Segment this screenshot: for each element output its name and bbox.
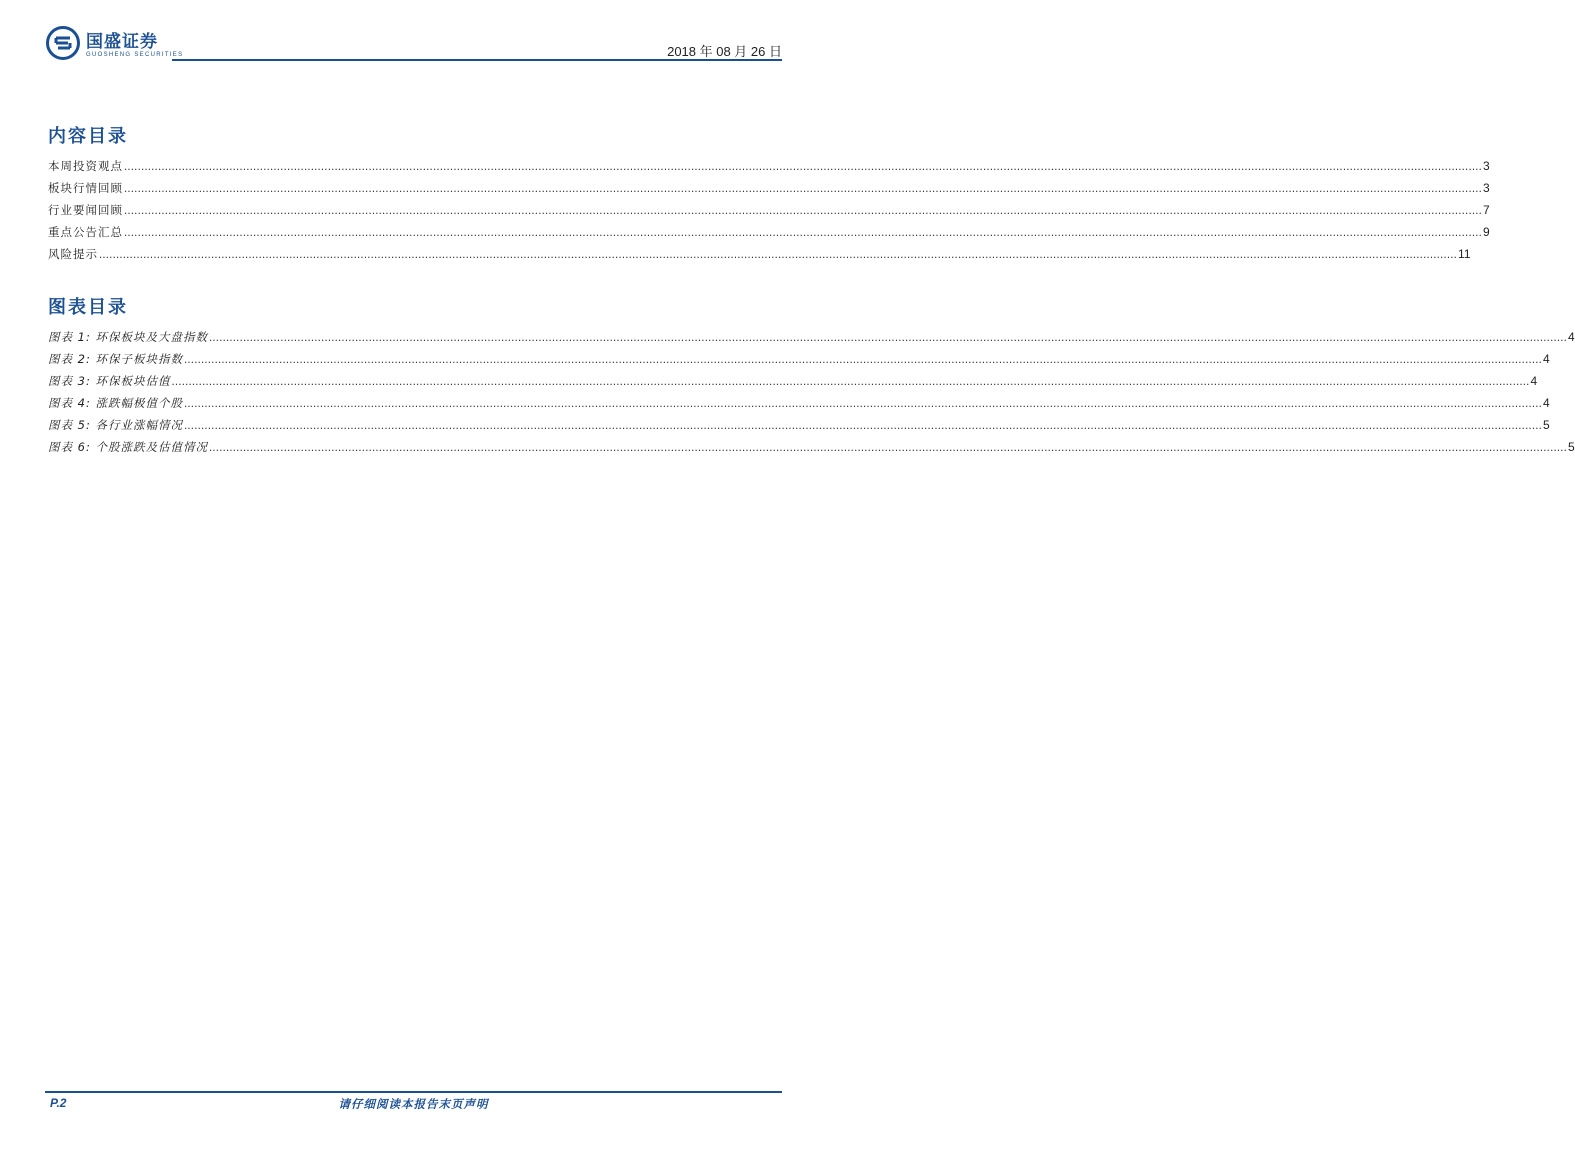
toc-entry-page: 3 bbox=[1483, 159, 1490, 173]
toc-entry-page: 3 bbox=[1483, 181, 1490, 195]
page-header bbox=[0, 0, 827, 70]
header-divider bbox=[172, 59, 782, 61]
toc-entry[interactable] bbox=[48, 158, 1490, 180]
figure-entry[interactable] bbox=[48, 439, 1575, 461]
toc-entry-label: 图表 1: 环保板块及大盘指数 bbox=[48, 330, 209, 344]
logo-icon bbox=[46, 26, 80, 60]
toc-entry-label: 图表 2: 环保子板块指数 bbox=[48, 352, 184, 366]
toc-entry-label: 重点公告汇总 bbox=[48, 225, 123, 239]
dot-leader: ................................................................................................................................................................................................................................................................................................................................................................................................................ bbox=[124, 161, 1483, 173]
toc-entry-page: 4 bbox=[1530, 374, 1538, 388]
dot-leader: ................................................................................................................................................................................................................................................................................................................................................................................................................ bbox=[209, 442, 1568, 454]
figure-entry[interactable] bbox=[48, 329, 1575, 351]
dot-leader: ................................................................................................................................................................................................................................................................................................................................................................................................................ bbox=[99, 249, 1458, 261]
dot-leader: ................................................................................................................................................................................................................................................................................................................................................................................................................ bbox=[209, 332, 1568, 344]
dot-leader: ................................................................................................................................................................................................................................................................................................................................................................................................................ bbox=[171, 376, 1530, 388]
toc-entry-label: 本周投资观点 bbox=[48, 159, 123, 173]
toc-entry-page: 9 bbox=[1483, 225, 1490, 239]
toc-entry-page: 4 bbox=[1543, 352, 1550, 366]
toc-entry-page: 7 bbox=[1483, 203, 1490, 217]
toc-entry[interactable] bbox=[48, 180, 1490, 202]
dot-leader: ................................................................................................................................................................................................................................................................................................................................................................................................................ bbox=[124, 227, 1483, 239]
toc-entry[interactable] bbox=[48, 224, 1490, 246]
figure-entry[interactable] bbox=[48, 351, 1550, 373]
contents-title: 内容目录 bbox=[48, 126, 128, 147]
figure-entry[interactable] bbox=[48, 373, 1538, 395]
logo-text: 国盛证券 bbox=[86, 32, 158, 52]
dot-leader: ................................................................................................................................................................................................................................................................................................................................................................................................................ bbox=[184, 420, 1543, 432]
toc-entry-label: 图表 5: 各行业涨幅情况 bbox=[48, 418, 184, 432]
logo-subtext: GUOSHENG SECURITIES bbox=[86, 52, 184, 58]
toc-entry-label: 图表 6: 个股涨跌及估值情况 bbox=[48, 440, 209, 454]
toc-entry-page: 4 bbox=[1543, 396, 1550, 410]
toc-entry[interactable] bbox=[48, 202, 1490, 224]
toc-entry-page: 5 bbox=[1543, 418, 1550, 432]
figure-entry[interactable] bbox=[48, 417, 1550, 439]
contents-list bbox=[48, 158, 1490, 268]
figures-list bbox=[48, 329, 1575, 461]
footer-disclaimer: 请仔细阅读本报告末页声明 bbox=[338, 1097, 489, 1111]
company-logo bbox=[46, 26, 186, 66]
toc-entry-label: 行业要闻回顾 bbox=[48, 203, 123, 217]
toc-entry-label: 图表 3: 环保板块估值 bbox=[48, 374, 171, 388]
dot-leader: ................................................................................................................................................................................................................................................................................................................................................................................................................ bbox=[124, 205, 1483, 217]
toc-entry-page: 11 bbox=[1458, 247, 1471, 261]
footer-divider bbox=[45, 1091, 782, 1093]
toc-entry-label: 图表 4: 涨跌幅极值个股 bbox=[48, 396, 184, 410]
toc-entry-label: 风险提示 bbox=[48, 247, 98, 261]
report-date: 2018 年 08 月 26 日 bbox=[667, 44, 782, 59]
toc-entry-page: 4 bbox=[1568, 330, 1575, 344]
dot-leader: ................................................................................................................................................................................................................................................................................................................................................................................................................ bbox=[124, 183, 1483, 195]
toc-entry-label: 板块行情回顾 bbox=[48, 181, 123, 195]
toc-entry[interactable] bbox=[48, 246, 1471, 268]
toc-entry-page: 5 bbox=[1568, 440, 1575, 454]
figure-entry[interactable] bbox=[48, 395, 1550, 417]
figures-title: 图表目录 bbox=[48, 297, 128, 318]
dot-leader: ................................................................................................................................................................................................................................................................................................................................................................................................................ bbox=[184, 354, 1543, 366]
dot-leader: ................................................................................................................................................................................................................................................................................................................................................................................................................ bbox=[184, 398, 1543, 410]
page-number: P.2 bbox=[50, 1096, 67, 1110]
